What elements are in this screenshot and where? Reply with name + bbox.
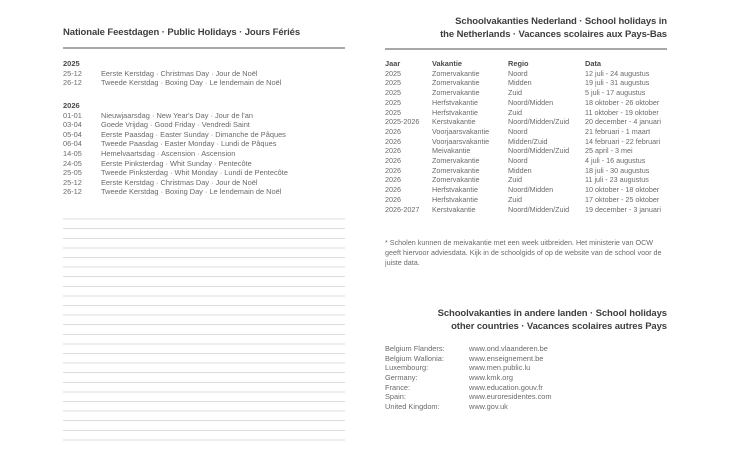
holiday-row [63, 178, 345, 188]
cell-vakantie: Voorjaarsvakantie [432, 136, 490, 146]
country-url: www.gov.uk [469, 401, 508, 411]
cell-vakantie: Herfstvakantie [432, 107, 478, 117]
cell-jaar: 2026 [385, 185, 401, 195]
cell-vakantie: Herfstvakantie [432, 185, 478, 195]
table-row [385, 156, 667, 166]
holiday-name: Tweede Kerstdag · Boxing Day · Le lendemain de Noël [101, 78, 282, 88]
holiday-date: 03-04 [63, 120, 82, 130]
cell-jaar: 2026 [385, 194, 401, 204]
year-label: 2026 [63, 100, 80, 110]
cell-jaar: 2026 [385, 156, 401, 166]
table-row [385, 88, 667, 98]
school-holidays-nl-title-line2: the Netherlands · Vacances scolaires aux Pays-Bas [440, 28, 667, 40]
cell-vakantie: Zomervakantie [432, 165, 480, 175]
table-header-jaar: Jaar [385, 59, 401, 68]
holiday-name: Tweede Pinksterdag · Whit Monday · Lundi de Pentecôte [101, 168, 288, 178]
cell-jaar: 2025 [385, 107, 401, 117]
country-link-row [385, 373, 667, 383]
cell-jaar: 2025 [385, 78, 401, 88]
holiday-date: 14-05 [63, 149, 82, 159]
cell-data: 12 juli - 24 augustus [585, 68, 650, 78]
cell-data: 17 oktober - 25 oktober [585, 194, 660, 204]
table-row [385, 205, 667, 215]
cell-data: 14 februari - 22 februari [585, 136, 661, 146]
table-row [385, 185, 667, 195]
cell-regio: Zuid [508, 194, 522, 204]
holiday-date: 06-04 [63, 139, 82, 149]
cell-vakantie: Voorjaarsvakantie [432, 126, 490, 136]
public-holidays-title: Nationale Feestdagen · Public Holidays · Jours Fériés [63, 27, 301, 38]
country-link-row [385, 354, 667, 364]
holiday-name: Goede Vrijdag · Good Friday · Vendredi Saint [101, 120, 250, 130]
cell-vakantie: Herfstvakantie [432, 97, 478, 107]
cell-data: 25 april - 3 mei [585, 146, 633, 156]
table-row [385, 108, 667, 118]
cell-jaar: 2026 [385, 175, 401, 185]
table-row [385, 137, 667, 147]
cell-vakantie: Zomervakantie [432, 88, 480, 98]
country-link-row [385, 383, 667, 393]
cell-regio: Noord [508, 156, 528, 166]
holiday-row [63, 111, 345, 121]
holiday-name: Tweede Kerstdag · Boxing Day · Le lendemain de Noël [101, 187, 282, 197]
table-row [385, 98, 667, 108]
public-holidays-page [63, 0, 345, 441]
table-row [385, 146, 667, 156]
country-label: Luxembourg: [385, 363, 429, 373]
notes-ruled-lines [63, 210, 345, 441]
country-label: France: [385, 382, 411, 392]
country-label: Spain: [385, 392, 406, 402]
cell-vakantie: Kerstvakantie [432, 117, 476, 127]
cell-regio: Noord/Midden/Zuid [508, 117, 570, 127]
country-url: www.euroresidentes.com [469, 392, 552, 402]
holiday-row [63, 139, 345, 149]
cell-vakantie: Zomervakantie [432, 78, 480, 88]
school-holidays-nl-title [385, 0, 667, 41]
header-divider [385, 48, 667, 50]
table-header-regio: Regio [508, 59, 529, 68]
cell-data: 18 juli - 30 augustus [585, 165, 650, 175]
holiday-date: 25-12 [63, 177, 82, 187]
cell-jaar: 2025 [385, 68, 401, 78]
table-header-row [385, 59, 667, 69]
cell-data: 10 oktober - 18 oktober [585, 185, 660, 195]
holiday-date: 26-12 [63, 78, 82, 88]
holiday-list-2025 [63, 59, 345, 88]
holiday-row [63, 159, 345, 169]
cell-data: 20 december - 4 januari [585, 117, 661, 127]
cell-jaar: 2026 [385, 126, 401, 136]
country-link-row [385, 344, 667, 354]
cell-jaar: 2025 [385, 97, 401, 107]
holiday-name: Nieuwjaarsdag · New Year's Day · Jour de l'an [101, 110, 253, 120]
table-row [385, 69, 667, 79]
country-url: www.men.public.lu [469, 363, 531, 373]
cell-regio: Zuid [508, 107, 522, 117]
meivakantie-footnote: * Scholen kunnen de meivakantie met een week uitbreiden. Het ministerie van OCW geeft hiervoor adviesdata. Kijk in de schoolgids of op de website van de school voor de juiste data. [385, 238, 662, 268]
cell-regio: Zuid [508, 175, 522, 185]
cell-regio: Noord/Midden [508, 97, 554, 107]
cell-vakantie: Zomervakantie [432, 68, 480, 78]
country-label: Germany: [385, 373, 418, 383]
cell-regio: Midden [508, 165, 532, 175]
holiday-row [63, 130, 345, 140]
table-row [385, 127, 667, 137]
table-body [385, 69, 667, 215]
cell-data: 11 juli - 23 augustus [585, 175, 649, 185]
holiday-row [63, 187, 345, 197]
holiday-name: Eerste Pinksterdag · Whit Sunday · Pentecôte [101, 158, 252, 168]
country-url: www.education.gouv.fr [469, 382, 543, 392]
holiday-row [63, 149, 345, 159]
cell-vakantie: Meivakantie [432, 146, 471, 156]
cell-data: 5 juli - 17 augustus [585, 88, 646, 98]
holiday-row [63, 168, 345, 178]
country-url: www.kmk.org [469, 373, 513, 383]
cell-jaar: 2026-2027 [385, 204, 420, 214]
cell-regio: Noord/Midden [508, 185, 554, 195]
cell-regio: Noord [508, 126, 528, 136]
school-holidays-table [385, 59, 667, 214]
holiday-list-2026 [63, 101, 345, 197]
table-header-data: Data [585, 59, 602, 68]
table-row [385, 175, 667, 185]
holiday-date: 05-04 [63, 129, 82, 139]
cell-regio: Noord [508, 68, 528, 78]
table-row [385, 78, 667, 88]
cell-vakantie: Zomervakantie [432, 156, 480, 166]
holiday-row [63, 69, 345, 79]
cell-regio: Zuid [508, 88, 522, 98]
school-holidays-page [385, 0, 667, 411]
cell-jaar: 2025 [385, 88, 401, 98]
holiday-date: 01-01 [63, 110, 82, 120]
country-url: www.enseignement.be [469, 353, 544, 363]
school-holidays-other-title-line2: other countries · Vacances scolaires autres Pays [451, 320, 667, 332]
cell-jaar: 2026 [385, 165, 401, 175]
school-holidays-other-title-line1: Schoolvakanties in andere landen · School holidays [437, 308, 667, 320]
header-divider [63, 47, 345, 49]
school-holidays-other-title [385, 292, 667, 333]
cell-jaar: 2025-2026 [385, 117, 420, 127]
holiday-name: Eerste Kerstdag · Christmas Day · Jour de Noël [101, 177, 258, 187]
holiday-rows-2026 [63, 111, 345, 197]
cell-regio: Midden [508, 78, 532, 88]
cell-data: 11 oktober - 19 oktober [585, 107, 659, 117]
country-label: United Kingdom: [385, 401, 440, 411]
cell-data: 4 juli - 16 augustus [585, 156, 646, 166]
country-link-row [385, 392, 667, 402]
cell-regio: Midden/Zuid [508, 136, 548, 146]
holiday-date: 25-05 [63, 168, 82, 178]
holiday-rows-2025 [63, 69, 345, 88]
country-url: www.ond.vlaanderen.be [469, 344, 548, 354]
cell-data: 18 oktober - 26 oktober [585, 97, 660, 107]
cell-jaar: 2026 [385, 146, 401, 156]
holiday-name: Tweede Paasdag · Easter Monday · Lundi de Pâques [101, 139, 277, 149]
holiday-name: Eerste Kerstdag · Christmas Day · Jour de Noël [101, 68, 258, 78]
table-row [385, 195, 667, 205]
cell-data: 19 juli - 31 augustus [585, 78, 650, 88]
holiday-date: 25-12 [63, 68, 82, 78]
cell-vakantie: Herfstvakantie [432, 194, 478, 204]
holiday-date: 24-05 [63, 158, 82, 168]
country-link-row [385, 402, 667, 412]
country-label: Belgium Wallonia: [385, 353, 444, 363]
cell-data: 21 februari - 1 maart [585, 126, 651, 136]
country-link-row [385, 363, 667, 373]
holiday-date: 26-12 [63, 187, 82, 197]
year-label: 2025 [63, 58, 80, 68]
holiday-name: Eerste Paasdag · Easter Sunday · Dimanche de Pâques [101, 129, 286, 139]
holiday-row [63, 78, 345, 88]
table-header-vakantie: Vakantie [432, 59, 462, 68]
cell-jaar: 2026 [385, 136, 401, 146]
cell-regio: Noord/Midden/Zuid [508, 204, 570, 214]
holiday-row [63, 120, 345, 130]
cell-vakantie: Zomervakantie [432, 175, 480, 185]
table-row [385, 166, 667, 176]
country-links [385, 344, 667, 411]
cell-vakantie: Kerstvakantie [432, 204, 476, 214]
cell-data: 19 december - 3 januari [585, 204, 661, 214]
table-row [385, 117, 667, 127]
holiday-name: Hemelvaartsdag · Ascension · Ascension [101, 149, 236, 159]
school-holidays-nl-title-line1: Schoolvakanties Nederland · School holidays in [455, 16, 667, 27]
cell-regio: Noord/Midden/Zuid [508, 146, 570, 156]
country-label: Belgium Flanders: [385, 344, 445, 354]
